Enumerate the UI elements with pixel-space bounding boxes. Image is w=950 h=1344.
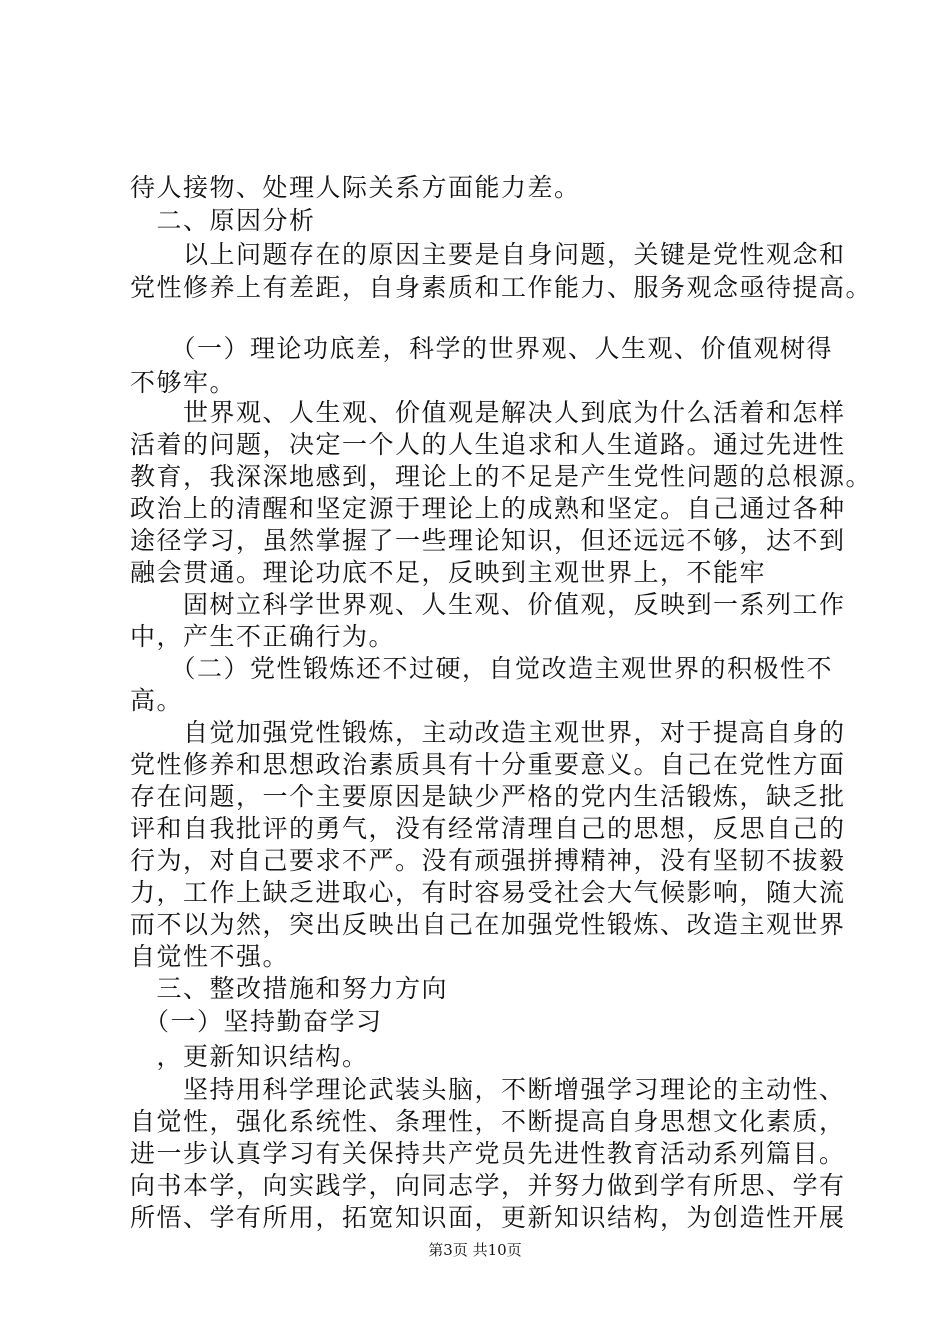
- text-line: （一）理论功底差，科学的世界观、人生观、价值观树得: [130, 334, 834, 363]
- text-line: 自觉加强党性锻炼，主动改造主观世界，对于提高自身的: [130, 718, 846, 747]
- text-line: 力，工作上缺乏进取心，有时容易受社会大气候影响，随大流: [130, 878, 846, 907]
- text-line: 自觉性，强化系统性、条理性，不断提高自身思想文化素质，: [130, 1107, 846, 1136]
- text-line: 党性修养上有差距，自身素质和工作能力、服务观念亟待提高。: [130, 273, 873, 302]
- text-line: 党性修养和思想政治素质具有十分重要意义。自己在党性方面: [130, 750, 846, 779]
- text-line: 活着的问题，决定一个人的人生追求和人生道路。通过先进性: [130, 430, 846, 459]
- text-line: 以上问题存在的原因主要是自身问题，关键是党性观念和: [130, 240, 846, 269]
- text-line: 所悟、学有所用，拓宽知识面，更新知识结构，为创造性开展: [130, 1203, 846, 1232]
- text-line: 融会贯通。理论功底不足，反映到主观世界上，不能牢: [130, 558, 767, 587]
- text-line: 政治上的清醒和坚定源于理论上的成熟和坚定。自己通过各种: [130, 494, 846, 523]
- text-line: 行为，对自己要求不严。没有顽强拼搏精神，没有坚韧不拔毅: [130, 846, 846, 875]
- text-line: 固树立科学世界观、人生观、价值观，反映到一系列工作: [130, 590, 846, 619]
- text-line: 中，产生不正确行为。: [130, 622, 396, 651]
- text-line: 二、原因分析: [130, 206, 316, 235]
- text-line: 坚持用科学理论武装头脑，不断增强学习理论的主动性、: [130, 1075, 846, 1104]
- text-line: （二）党性锻炼还不过硬，自觉改造主观世界的积极性不: [130, 654, 834, 683]
- page-footer: 第3页 共10页: [428, 1241, 522, 1259]
- text-line: 高。: [130, 686, 184, 715]
- text-line: 存在问题，一个主要原因是缺少严格的党内生活锻炼，缺乏批: [130, 782, 846, 811]
- text-line: 向书本学，向实践学，向同志学，并努力做到学有所思、学有: [130, 1171, 846, 1200]
- text-line: 进一步认真学习有关保持共产党员先进性教育活动系列篇目。: [130, 1139, 846, 1168]
- text-line: 途径学习，虽然掌握了一些理论知识，但还远远不够，达不到: [130, 526, 846, 555]
- text-line: 三、整改措施和努力方向: [130, 974, 449, 1003]
- text-line: 不够牢。: [130, 368, 237, 397]
- text-line: 自觉性不强。: [130, 942, 290, 971]
- text-line: （一）坚持勤奋学习: [130, 1007, 383, 1036]
- text-line: 世界观、人生观、价值观是解决人到底为什么活着和怎样: [130, 398, 846, 427]
- text-line: 而不以为然，突出反映出自己在加强党性锻炼、改造主观世界: [130, 910, 846, 939]
- text-line: 教育，我深深地感到，理论上的不足是产生党性问题的总根源。: [130, 462, 873, 491]
- text-line: 评和自我批评的勇气，没有经常清理自己的思想，反思自己的: [130, 814, 846, 843]
- text-line: 待人接物、处理人际关系方面能力差。: [130, 173, 581, 202]
- text-line: ，更新知识结构。: [130, 1042, 369, 1071]
